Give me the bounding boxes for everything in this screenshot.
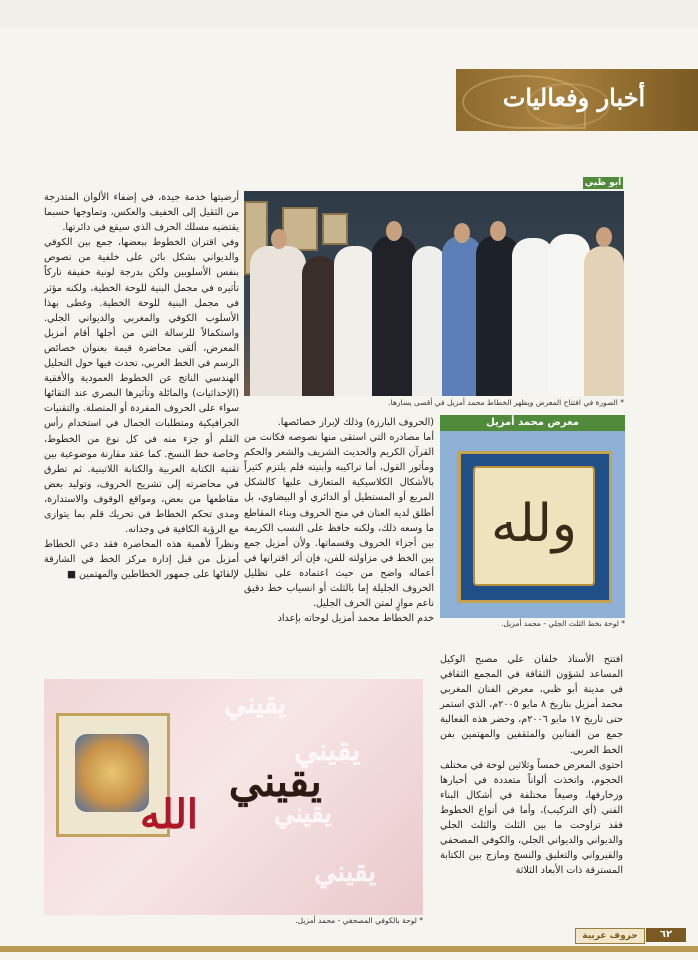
section-title: أخبار وفعاليات: [502, 83, 646, 112]
thuluth-artwork: [440, 431, 625, 618]
person: [372, 236, 416, 396]
article-column-middle: [244, 415, 434, 626]
paragraph: أرضيتها خدمة جيدة، في إضفاء الألوان المتدرجة من الثقيل إلى الخفيف والعكس، وتماوجها حسبما يقتضيه مسلك الحرف الذي سيقع في دائرتها.: [44, 192, 239, 234]
artwork-caption: * لوحة بالكوفي المصحفي - محمد أمزيل.: [295, 916, 423, 925]
location-label: أبو ظبي: [584, 178, 622, 188]
person-head: [271, 229, 287, 249]
artwork-background-text: يقيني: [294, 733, 361, 768]
wall-artwork: [282, 207, 318, 251]
artwork-panel: [473, 466, 595, 586]
paragraph: ونظراً لأهمية هذه المحاضرة فقد دعي الخطاط أمزيل من قبل إدارة مركز الخط في الشارقة لإلقائها على جمهور الخطاطين والمهتمين ■: [44, 539, 239, 581]
wall-artwork: [322, 213, 348, 245]
kufic-artwork: [44, 679, 423, 915]
person: [250, 246, 306, 396]
footer-bar: [0, 946, 698, 952]
artwork-red-text: الله: [140, 791, 198, 838]
person-head: [386, 221, 402, 241]
artwork-background-text: يقيني: [274, 799, 332, 829]
page-number: ٦٢: [646, 928, 686, 942]
person-head: [596, 227, 612, 247]
paragraph: احتوى المعرض خمساً وثلاثين لوحة في مختلف الحجوم، واتخذت ألواناً متعددة في أحبارها وزخارفها، وصيغاً مختلفة في أشكال البناء الفني (أي التركيب)، وأما في أنواع الخطوط فقد تراوحت ما بين الثلث والثلث الجلي والديواني والديواني الجلي، والكوفي المصحفي والقيرواني والتعليق والنسخ ومازج بين الكتابة المسترقة ذات الأبعاد الثلاثة: [440, 759, 623, 877]
person-head: [454, 223, 470, 243]
person-head: [490, 221, 506, 241]
exhibition-caption: * لوحة بخط الثلث الجلي - محمد أمزيل.: [501, 619, 625, 628]
artwork-main-text: يقيني: [228, 757, 322, 806]
person: [334, 246, 376, 396]
paragraph: (الحروف البارزة) وذلك لإبراز خصائصها.: [277, 417, 434, 428]
paragraph: خدم الخطاط محمد أمزيل لوحاته بإعداد: [277, 613, 434, 625]
section-banner: [456, 69, 698, 131]
person: [584, 246, 624, 396]
paragraph: أما مصادره التي استقى منها نصوصه فكانت من القرآن الكريم والحديث الشريف والشعر والحكم ومأثور القول، أما تراكيبه وأبنيته فلم يلتزم كثيراً بالأشكال الكلاسيكية المتعارف عليها كالشكل المربع أو المستطيل أو الدائري أو البيضاوي، بل أطلق لديه العنان في منح الحروف وبناء المقاطع ما وسعه ذلك، ولكنه حافظ على النسب الكريمة بين أجزاء الحروف وقسماتها. ولأن أمزيل جمع بين الخط في مزاولته للفن، فإن أثر اقترانها في أعماله واضح من حيث اعتماده على تظليل الحروف الجليلة إما بالثلث أو انسياب خط دقيق ناعم موازٍ لمتن الحرف الجليل.: [244, 432, 434, 610]
article-column-right: [440, 652, 623, 878]
magazine-logo: حروف عربية: [575, 928, 645, 944]
paragraph: افتتح الأستاذ خلفان علي مصبح الوكيل المساعد لشؤون الثقافة في المجمع الثقافي في مدينة أبو ظبي، معرض الفنان المغربي محمد أمزيل بتاريخ ٨ مايو ٢٠٠٥م، الذي استمر حتى تاريخ ١٧ مايو ٢٠٠٦م، وحضر هذه الفعالية جمع من الفنانين والمثقفين والمهتمين بفن الخط العربي.: [440, 654, 623, 756]
photo-caption: * الصورة في افتتاح المعرض ويظهر الخطاط محمد أمزيل في أقصى يسارها.: [388, 398, 624, 407]
article-column-left: [44, 190, 239, 582]
artwork-calligraphy: ولله: [490, 494, 578, 554]
person: [412, 246, 446, 396]
exhibition-heading: معرض محمد أمزيل: [440, 415, 625, 431]
person: [302, 256, 338, 396]
paragraph: وفي اقتران الخطوط ببعضها، جمع بين الكوفي والديواني بشكل بائن على خلفية من نصوص بنفس الأسلوبين ولكن بدرجة لونية خفيفة تاركاً تأثيره في مجمل البنية للوحة الخطية، ولكنه مؤثر في مجمل البنية للوحة الخطية. وغطى بهذا الأسلوب الكوفي والمغربي والديواني الجلي. واستكمالاً للرسالة التي من أجلها أقام أمزيل المعرض، ألقى محاضرة قيمة بعنوان خصائص الرسم في الخط العربي، تحدث فيها حول التحليل الهندسي الناتج عن الخطوط العمودية والأفقية (الإحداثيات) والمائلة وتأثيرها البصري عند التقائها سواء على الحروف المفردة أو المتصلة. والتقنيات الجرافيكية ومتطلبات الجمال في استخدام رأس القلم أو جزء منه في كل نوع من الخطوط، وخاصة خط النسخ. كما عقد مقارنة موضوعية بين تقنية الكتابة العربية والكتابة اللاتينية. ثم تطرق في محاضرته إلى تشريح الحروف، وتوليد بعض مقاطعها من بعض، ومواقع الوقوف والاستدارة، ومدى تحكم الخطاط في تحريك قلم بما يتوازى مع الرؤية الكافية في وجدانه.: [44, 237, 239, 536]
artwork-frame: [458, 451, 612, 603]
top-margin: [0, 0, 698, 28]
artwork-background-text: يقيني: [224, 687, 287, 720]
opening-photo: [244, 191, 624, 396]
medallion-core: [75, 734, 149, 812]
artwork-background-text: يقيني: [314, 855, 377, 888]
